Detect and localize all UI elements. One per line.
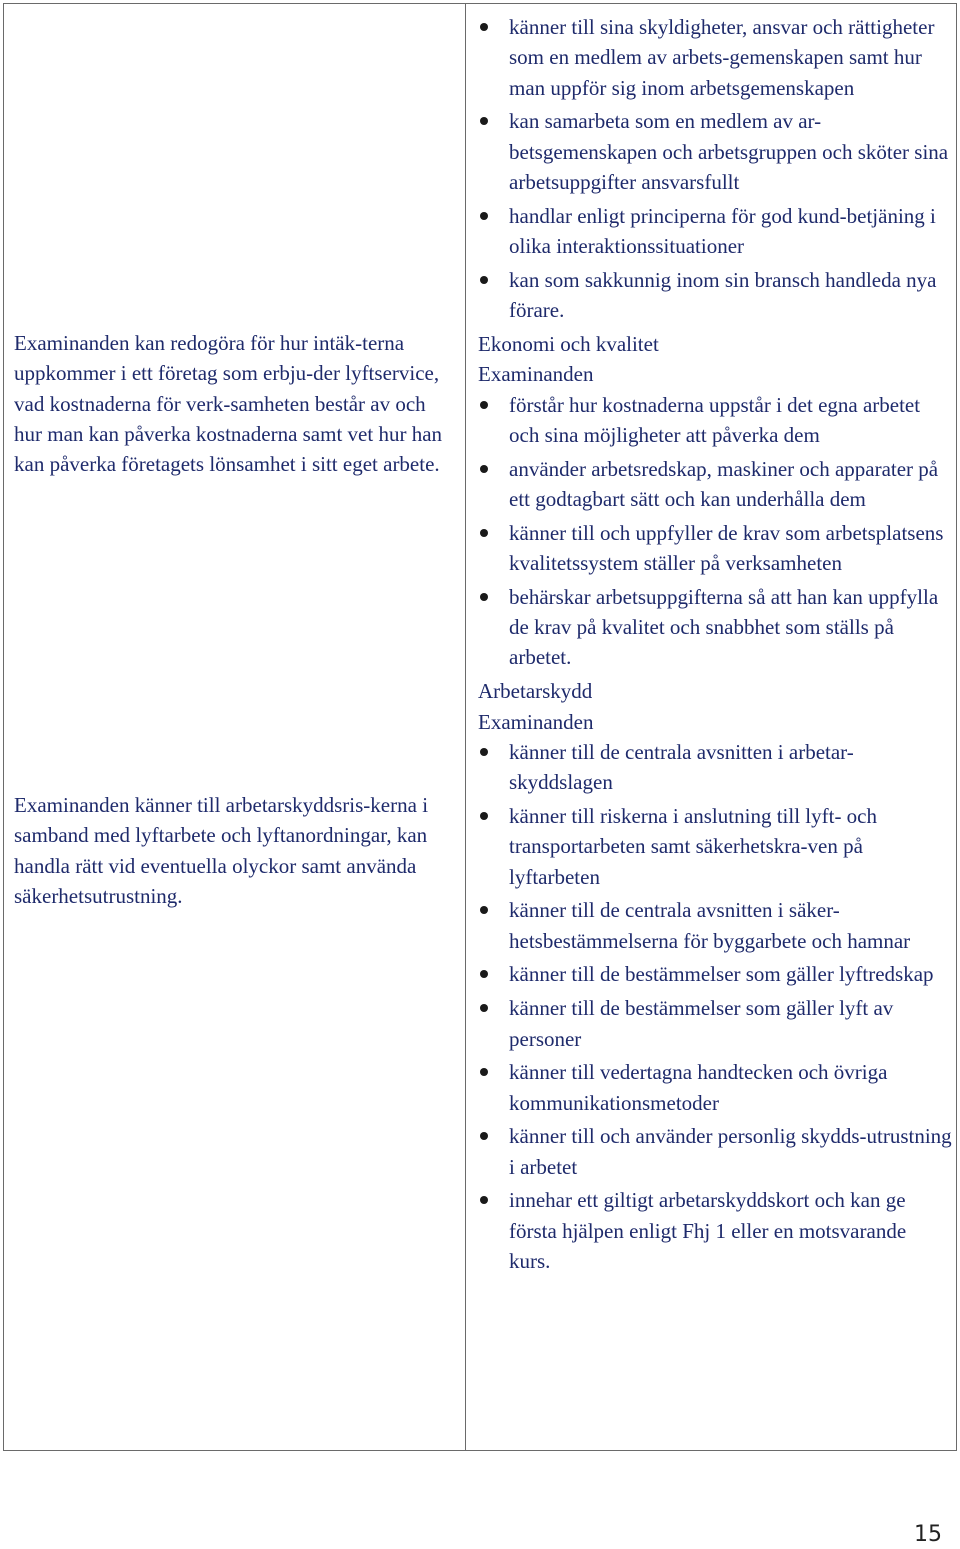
list-item-text: känner till riskerna i anslutning till lyft- och transportarbeten samt säkerhetskra-ven på lyftarbeten	[509, 803, 878, 889]
bullet-icon	[480, 23, 488, 31]
bullet-icon	[480, 906, 488, 914]
list-item-text: känner till vedertagna handtecken och övriga kommunikationsmetoder	[509, 1060, 888, 1115]
list-item-text: känner till de bestämmelser som gäller lyftredskap	[509, 962, 934, 987]
list-item	[478, 959, 952, 989]
intro-list	[478, 12, 952, 325]
section-heading-economy: Ekonomi och kvalitet	[478, 331, 659, 356]
left-paragraph-safety: Examinanden känner till arbetarskyddsris-kerna i samband med lyftarbete och lyftanordningar, kan handla rätt vid eventuella olyckor samt använda säkerhetsutrustning.	[14, 793, 429, 908]
list-item	[478, 12, 952, 103]
bullet-icon	[480, 593, 488, 601]
page-number: 15	[914, 1522, 942, 1547]
list-item-text: känner till de centrala avsnitten i säker-hetsbestämmelserna för byggarbete och hamnar	[509, 898, 911, 953]
bullet-icon	[480, 812, 488, 820]
list-item	[478, 737, 952, 798]
bullet-icon	[480, 1004, 488, 1012]
list-item-text: känner till de bestämmelser som gäller lyft av personer	[509, 996, 894, 1051]
safety-list	[478, 737, 952, 1277]
list-item-text: känner till sina skyldigheter, ansvar och rättigheter som en medlem av arbets-gemenskapen samt hur man uppför sig inom arbetsgemenskapen	[509, 15, 935, 100]
criteria-table	[3, 3, 957, 1451]
list-item-text: känner till de centrala avsnitten i arbetar-skyddslagen	[509, 739, 854, 795]
bullet-icon	[480, 748, 488, 756]
list-item	[478, 895, 952, 956]
left-paragraph-economy: Examinanden kan redogöra för hur intäk-terna uppkommer i ett företag som erbju-der lyftservice, vad kostnaderna för verk-samheten består av och hur man kan påverka kostnaderna samt vet hur han kan påverka företagets lönsamhet i sitt eget arbete.	[14, 331, 443, 477]
list-item-text: förstår hur kostnaderna uppstår i det egna arbetet och sina möjligheter att påverka dem	[509, 392, 921, 447]
economy-list	[478, 390, 952, 673]
list-item	[478, 801, 952, 892]
right-column	[478, 12, 952, 1280]
section-heading-safety: Arbetarskydd	[478, 679, 593, 704]
bullet-icon	[480, 529, 488, 537]
bullet-icon	[480, 1196, 488, 1204]
list-item	[478, 201, 952, 262]
bullet-icon	[480, 970, 488, 978]
bullet-icon	[480, 212, 488, 220]
column-divider	[465, 4, 466, 1450]
bullet-icon	[480, 1132, 488, 1140]
list-item	[478, 518, 952, 579]
list-item	[478, 1185, 952, 1276]
list-item-text: känner till och uppfyller de krav som arbetsplatsens kvalitetssystem ställer på verksamheten	[509, 520, 944, 576]
bullet-icon	[480, 117, 488, 125]
list-item-text: använder arbetsredskap, maskiner och apparater på ett godtagbart sätt och kan underhålla dem	[509, 456, 939, 511]
list-item-text: kan som sakkunnig inom sin bransch handleda nya förare.	[509, 267, 937, 323]
list-item-text: behärskar arbetsuppgifterna så att han kan uppfylla de krav på kvalitet och snabbhet som ställs på arbetet.	[509, 584, 939, 670]
list-item	[478, 454, 952, 515]
list-item-text: innehar ett giltigt arbetarskyddskort och kan ge första hjälpen enligt Fhj 1 eller en motsvarande kurs.	[509, 1188, 907, 1274]
list-item-text: kan samarbeta som en medlem av ar-betsgemenskapen och arbetsgruppen och sköter sina arbetsuppgifter ansvarsfullt	[509, 109, 949, 194]
list-item	[478, 1121, 952, 1182]
list-item-text: känner till och använder personlig skydds-utrustning i arbetet	[509, 1124, 952, 1179]
list-item	[478, 993, 952, 1054]
list-item	[478, 390, 952, 451]
list-item-text: handlar enligt principerna för god kund-betjäning i olika interaktionssituationer	[509, 203, 936, 259]
bullet-icon	[480, 465, 488, 473]
list-item	[478, 582, 952, 673]
list-item	[478, 1057, 952, 1118]
section-subject-economy: Examinanden	[478, 362, 594, 387]
bullet-icon	[480, 1068, 488, 1076]
section-subject-safety: Examinanden	[478, 709, 594, 734]
bullet-icon	[480, 401, 488, 409]
bullet-icon	[480, 276, 488, 284]
list-item	[478, 265, 952, 326]
list-item	[478, 106, 952, 197]
